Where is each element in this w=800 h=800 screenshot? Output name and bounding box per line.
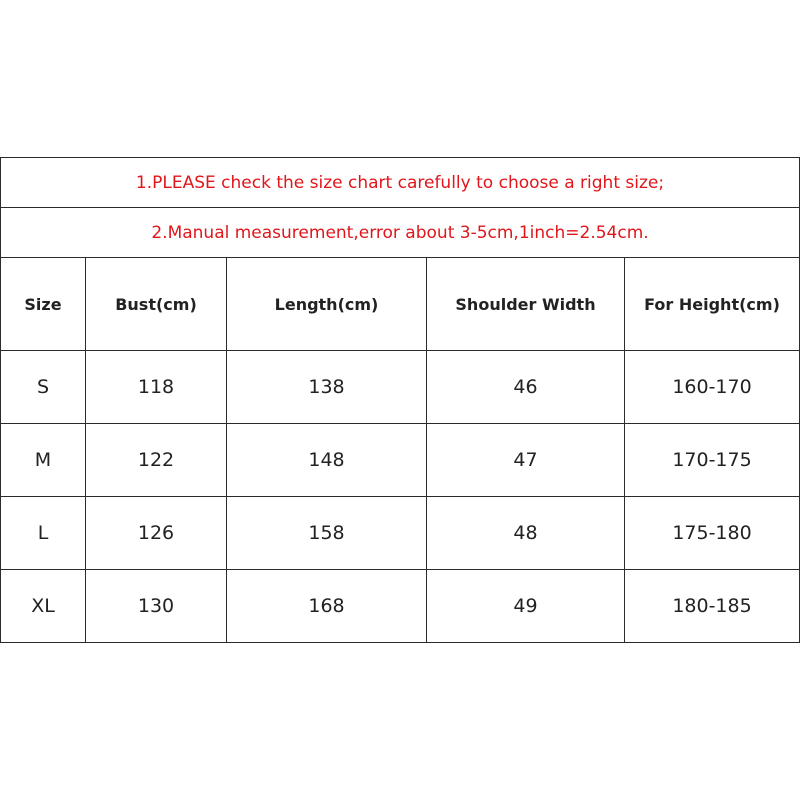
header-length: Length(cm) bbox=[227, 258, 427, 351]
shoulder-width-cell: 47 bbox=[427, 424, 625, 497]
length-cell: 148 bbox=[227, 424, 427, 497]
size-cell: S bbox=[1, 351, 86, 424]
length-cell: 138 bbox=[227, 351, 427, 424]
bust-cell: 118 bbox=[86, 351, 227, 424]
header-size: Size bbox=[1, 258, 86, 351]
size-cell: L bbox=[1, 497, 86, 570]
bust-cell: 122 bbox=[86, 424, 227, 497]
note-row-2 bbox=[1, 208, 800, 258]
header-row bbox=[1, 258, 800, 351]
size-chart-table bbox=[0, 157, 800, 643]
table-row bbox=[1, 497, 800, 570]
size-cell: XL bbox=[1, 570, 86, 643]
for-height-cell: 175-180 bbox=[625, 497, 800, 570]
shoulder-width-cell: 48 bbox=[427, 497, 625, 570]
bust-cell: 126 bbox=[86, 497, 227, 570]
for-height-cell: 180-185 bbox=[625, 570, 800, 643]
header-for-height: For Height(cm) bbox=[625, 258, 800, 351]
measurement-note: 2.Manual measurement,error about 3-5cm,1inch=2.54cm. bbox=[1, 208, 800, 258]
size-check-note: 1.PLEASE check the size chart carefully to choose a right size; bbox=[1, 158, 800, 208]
table-row bbox=[1, 424, 800, 497]
table-row bbox=[1, 570, 800, 643]
for-height-cell: 160-170 bbox=[625, 351, 800, 424]
header-shoulder-width: Shoulder Width bbox=[427, 258, 625, 351]
table-row bbox=[1, 351, 800, 424]
length-cell: 168 bbox=[227, 570, 427, 643]
for-height-cell: 170-175 bbox=[625, 424, 800, 497]
size-cell: M bbox=[1, 424, 86, 497]
shoulder-width-cell: 46 bbox=[427, 351, 625, 424]
length-cell: 158 bbox=[227, 497, 427, 570]
bust-cell: 130 bbox=[86, 570, 227, 643]
note-row-1 bbox=[1, 158, 800, 208]
shoulder-width-cell: 49 bbox=[427, 570, 625, 643]
header-bust: Bust(cm) bbox=[86, 258, 227, 351]
